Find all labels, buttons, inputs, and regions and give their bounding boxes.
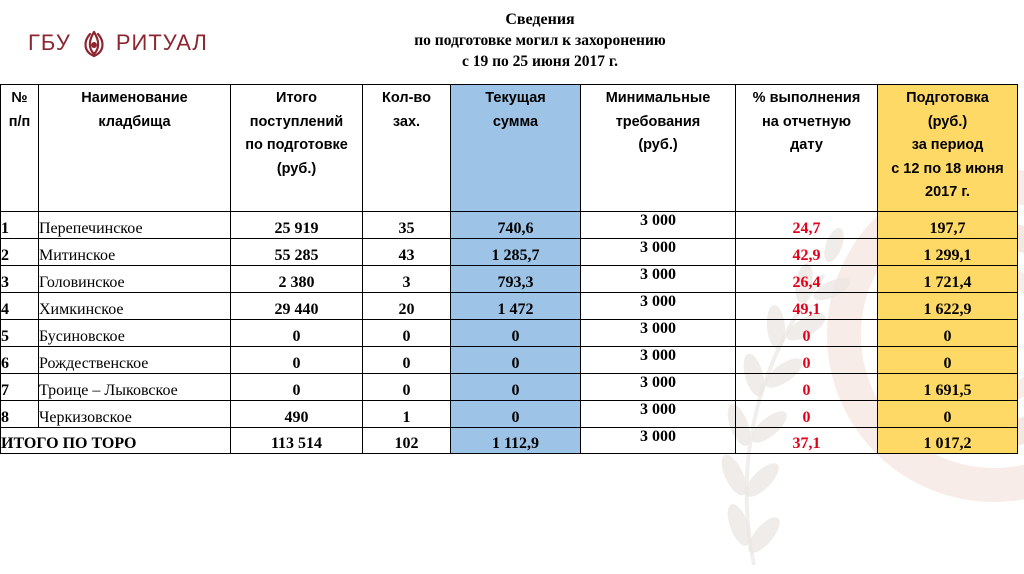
table-row <box>1 374 1018 401</box>
row-pct: 0 <box>736 401 878 428</box>
report-subtitle: по подготовке могил к захоронению <box>414 32 666 49</box>
row-num: 5 <box>1 320 39 347</box>
table-row <box>1 239 1018 266</box>
row-pct: 0 <box>736 320 878 347</box>
header-count: Кол-во зах. <box>363 85 451 212</box>
logo-text-left: ГБУ <box>28 30 71 55</box>
table-header-row <box>1 85 1018 212</box>
row-prev: 0 <box>878 320 1018 347</box>
row-name: Рождественское <box>39 347 231 374</box>
row-count: 0 <box>363 320 451 347</box>
row-num: 6 <box>1 347 39 374</box>
row-name: Бусиновское <box>39 320 231 347</box>
total-pct: 37,1 <box>736 428 878 454</box>
row-prev: 1 299,1 <box>878 239 1018 266</box>
row-num: 4 <box>1 293 39 320</box>
row-name: Головинское <box>39 266 231 293</box>
row-total: 55 285 <box>231 239 363 266</box>
table-total-row <box>1 428 1018 454</box>
total-min: 3 000 <box>581 428 736 454</box>
row-num: 2 <box>1 239 39 266</box>
total-sum: 1 112,9 <box>451 428 581 454</box>
report-period: с 19 по 25 июня 2017 г. <box>461 53 619 70</box>
row-prev: 1 622,9 <box>878 293 1018 320</box>
header-name: Наименование кладбища <box>39 85 231 212</box>
header-sum: Текущая сумма <box>451 85 581 212</box>
total-prev: 1 017,2 <box>878 428 1018 454</box>
header-pct: % выполнения на отчетную дату <box>736 85 878 212</box>
row-name: Химкинское <box>39 293 231 320</box>
cemetery-report-table <box>0 84 1018 454</box>
row-count: 0 <box>363 347 451 374</box>
row-sum: 0 <box>451 401 581 428</box>
row-total: 490 <box>231 401 363 428</box>
row-min: 3 000 <box>581 212 736 239</box>
row-sum: 1 285,7 <box>451 239 581 266</box>
row-sum: 793,3 <box>451 266 581 293</box>
row-prev: 0 <box>878 347 1018 374</box>
lotus-flame-icon <box>79 28 109 58</box>
row-count: 43 <box>363 239 451 266</box>
row-pct: 0 <box>736 347 878 374</box>
row-sum: 0 <box>451 374 581 401</box>
row-pct: 49,1 <box>736 293 878 320</box>
row-name: Троице – Лыковское <box>39 374 231 401</box>
row-min: 3 000 <box>581 239 736 266</box>
row-total: 29 440 <box>231 293 363 320</box>
header-min: Минимальные требования (руб.) <box>581 85 736 212</box>
row-count: 20 <box>363 293 451 320</box>
report-header <box>330 9 750 72</box>
brand-logo <box>28 28 208 58</box>
row-name: Черкизовское <box>39 401 231 428</box>
row-count: 0 <box>363 374 451 401</box>
row-min: 3 000 <box>581 293 736 320</box>
row-sum: 740,6 <box>451 212 581 239</box>
row-prev: 1 721,4 <box>878 266 1018 293</box>
total-total: 113 514 <box>231 428 363 454</box>
row-min: 3 000 <box>581 320 736 347</box>
header-prev: Подготовка (руб.) за период с 12 по 18 июня 2017 г. <box>878 85 1018 212</box>
header-num: № п/п <box>1 85 39 212</box>
row-name: Митинское <box>39 239 231 266</box>
total-count: 102 <box>363 428 451 454</box>
table-row <box>1 266 1018 293</box>
row-total: 2 380 <box>231 266 363 293</box>
total-label: ИТОГО ПО ТОРО <box>1 428 231 454</box>
table-row <box>1 320 1018 347</box>
row-sum: 1 472 <box>451 293 581 320</box>
table-row <box>1 293 1018 320</box>
row-total: 25 919 <box>231 212 363 239</box>
row-count: 35 <box>363 212 451 239</box>
row-total: 0 <box>231 374 363 401</box>
table-row <box>1 347 1018 374</box>
row-num: 1 <box>1 212 39 239</box>
row-pct: 26,4 <box>736 266 878 293</box>
row-pct: 42,9 <box>736 239 878 266</box>
row-sum: 0 <box>451 347 581 374</box>
row-count: 1 <box>363 401 451 428</box>
table-row <box>1 212 1018 239</box>
row-prev: 1 691,5 <box>878 374 1018 401</box>
row-total: 0 <box>231 347 363 374</box>
report-title: Сведения <box>505 11 575 28</box>
row-min: 3 000 <box>581 266 736 293</box>
row-min: 3 000 <box>581 401 736 428</box>
logo-text-right: РИТУАЛ <box>115 30 208 55</box>
row-total: 0 <box>231 320 363 347</box>
table-row <box>1 401 1018 428</box>
row-min: 3 000 <box>581 347 736 374</box>
row-count: 3 <box>363 266 451 293</box>
row-num: 7 <box>1 374 39 401</box>
row-pct: 24,7 <box>736 212 878 239</box>
row-name: Перепечинское <box>39 212 231 239</box>
header-total: Итого поступлений по подготовке (руб.) <box>231 85 363 212</box>
row-sum: 0 <box>451 320 581 347</box>
row-num: 3 <box>1 266 39 293</box>
row-num: 8 <box>1 401 39 428</box>
row-min: 3 000 <box>581 374 736 401</box>
row-pct: 0 <box>736 374 878 401</box>
row-prev: 0 <box>878 401 1018 428</box>
row-prev: 197,7 <box>878 212 1018 239</box>
